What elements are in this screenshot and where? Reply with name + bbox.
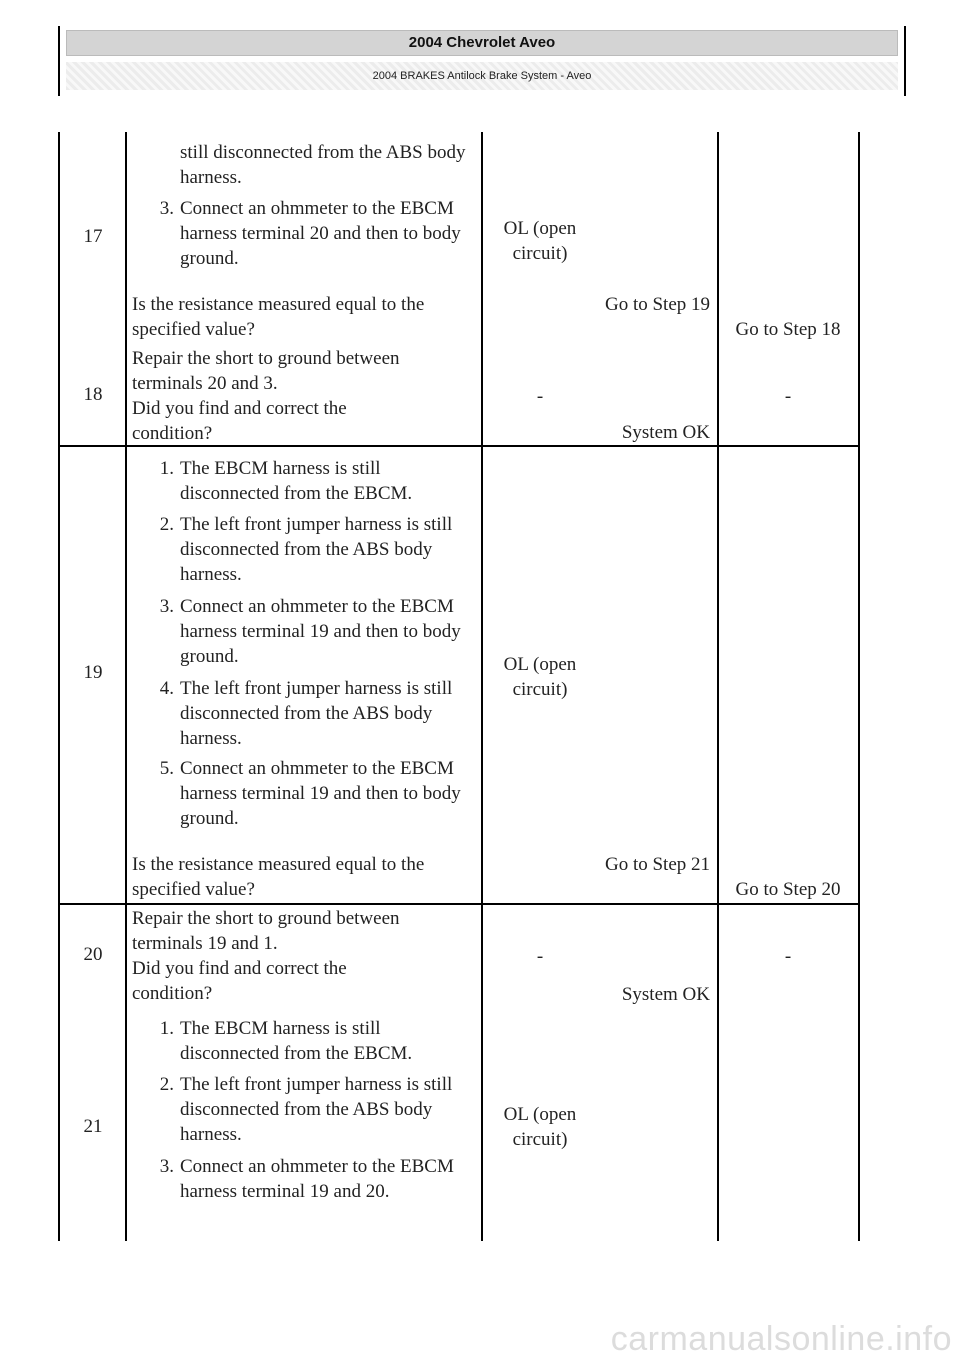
table-border-left (58, 132, 60, 1241)
list-item-number: 3. (159, 596, 174, 617)
step-number-19: 19 (83, 662, 103, 683)
list-item-number: 2. (159, 1074, 174, 1095)
step-question: Did you find and correct the condition? (132, 398, 347, 444)
step-question: Is the resistance measured equal to the specified value? (132, 294, 425, 340)
page-header (58, 26, 906, 96)
list-item-text: Connect an ohmmeter to the EBCM harness terminal 20 and then to body ground. (180, 198, 461, 269)
step-value: - (536, 386, 544, 407)
yes-action: System OK (621, 422, 710, 443)
column-divider (481, 132, 483, 1241)
list-item-text: The left front jumper harness is still disconnected from the ABS body harness. (180, 678, 453, 749)
no-action: Go to Step 20 (735, 879, 841, 900)
list-item-number: 4. (159, 678, 174, 699)
list-item-number: 3. (159, 1156, 174, 1177)
list-item-number: 1. (159, 1018, 174, 1039)
list-item-text: The left front jumper harness is still disconnected from the ABS body harness. (180, 1074, 453, 1145)
step-value: OL (open circuit) (503, 218, 577, 264)
list-item-text: Connect an ohmmeter to the EBCM harness terminal 19 and then to body ground. (180, 596, 461, 667)
step-value: OL (open circuit) (503, 1104, 577, 1150)
document-title: 2004 Chevrolet Aveo (66, 30, 898, 56)
step-question: Is the resistance measured equal to the specified value? (132, 854, 425, 900)
list-item-number: 1. (159, 458, 174, 479)
list-item-text: The EBCM harness is still disconnected from the EBCM. (180, 458, 413, 504)
document-subtitle: 2004 BRAKES Antilock Brake System - Aveo (66, 62, 898, 90)
column-divider (717, 132, 719, 1241)
step-question: Did you find and correct the condition? (132, 958, 347, 1004)
no-action: - (784, 386, 792, 407)
step-value: - (536, 946, 544, 967)
step-value: OL (open circuit) (503, 654, 577, 700)
list-item-text: Connect an ohmmeter to the EBCM harness terminal 19 and then to body ground. (180, 758, 461, 829)
yes-action: Go to Step 21 (604, 854, 710, 875)
list-item-text: Connect an ohmmeter to the EBCM harness terminal 19 and 20. (180, 1156, 454, 1202)
header-right-rule (904, 26, 906, 96)
step-number-18: 18 (83, 384, 103, 405)
watermark: carmanualsonline.info (610, 1320, 952, 1358)
no-action: - (784, 946, 792, 967)
row-divider (58, 903, 860, 905)
column-divider (125, 132, 127, 1241)
list-item-number: 3. (159, 198, 174, 219)
list-item-text: still disconnected from the ABS body harness. (180, 142, 466, 188)
yes-action: Go to Step 19 (604, 294, 710, 315)
table-border-right (858, 132, 860, 1241)
step-number-20: 20 (83, 944, 103, 965)
step-action: Repair the short to ground between terminals 19 and 1. (132, 908, 400, 954)
yes-action: System OK (621, 984, 710, 1005)
step-number-17: 17 (83, 226, 103, 247)
list-item-number: 2. (159, 514, 174, 535)
header-left-rule (58, 26, 60, 96)
list-item-text: The left front jumper harness is still disconnected from the ABS body harness. (180, 514, 453, 585)
no-action: Go to Step 18 (735, 319, 841, 340)
step-number-21: 21 (83, 1116, 103, 1137)
list-item-number: 5. (159, 758, 174, 779)
step-action: Repair the short to ground between terminals 20 and 3. (132, 348, 400, 394)
list-item-text: The EBCM harness is still disconnected from the EBCM. (180, 1018, 413, 1064)
